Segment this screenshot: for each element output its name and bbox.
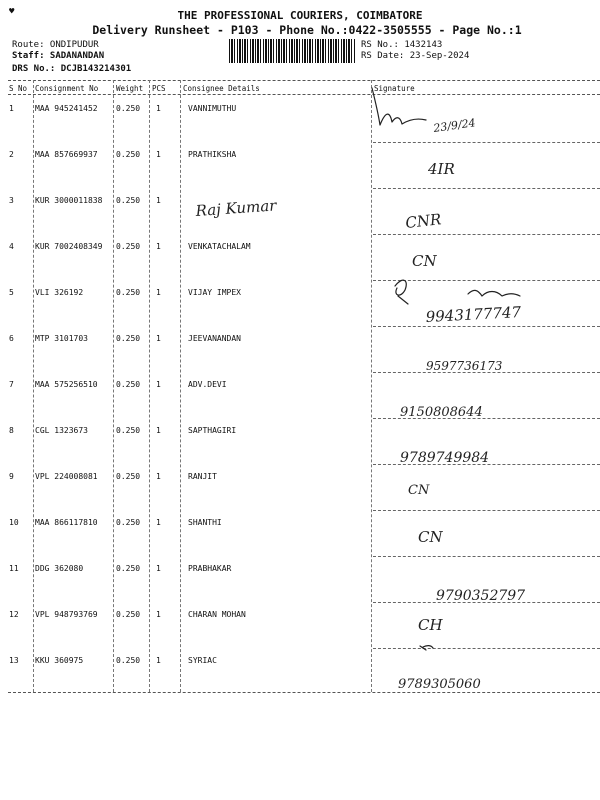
row-sno: 7 [9,380,14,389]
runsheet-subtitle: Delivery Runsheet - P103 - Phone No.:0422-3505555 - Page No.:1 [92,23,522,37]
sig-text-5: 9943177747 [425,303,522,326]
sig-text-4: CN [412,252,437,270]
row-pcs: 1 [156,334,161,343]
row-consignee: JEEVANANDAN [188,334,241,343]
table-row [0,288,600,334]
row-consignee: VANNIMUTHU [188,104,237,113]
row-pcs: 1 [156,196,161,205]
table-row [0,426,600,472]
table-row [0,472,600,518]
row-sno: 5 [9,288,14,297]
row-sno: 1 [9,104,14,113]
row-consignment: VPL 948793769 [35,610,98,619]
row-consignee: CHARAN MOHAN [188,610,246,619]
signature-rule [373,602,600,603]
row-pcs: 1 [156,564,161,573]
sig-text-1: 23/9/24 [432,116,477,135]
row-sno: 8 [9,426,14,435]
row-sno: 3 [9,196,14,205]
row-weight: 0.250 [116,564,141,573]
signature-rule [373,372,600,373]
row-sno: 10 [9,518,19,527]
row-consignment: KUR 7002408349 [35,242,103,251]
rs-no-label: RS No.: 1432143 [361,40,443,50]
row-sno: 6 [9,334,14,343]
table-top-rule [8,80,600,81]
corner-mark: ♥ [9,7,15,17]
barcode [229,39,356,63]
row-consignment: CGL 1323673 [35,426,88,435]
table-row [0,104,600,150]
signature-rule [373,280,600,281]
row-sno: 2 [9,150,14,159]
sig-text-3: CNR [404,210,443,232]
route-label: Route: ONDIPUDUR [12,40,99,50]
table-row [0,196,600,242]
row-consignee: VIJAY IMPEX [188,288,241,297]
signature-rule [373,188,600,189]
row-consignment: MTP 3101703 [35,334,88,343]
row-consignment: MAA 575256510 [35,380,98,389]
table-row [0,334,600,380]
col-header-pcs: PCS [152,84,166,93]
row-pcs: 1 [156,656,161,665]
col-header-consignee: Consignee Details [183,84,260,93]
drs-label: DRS No.: DCJB143214301 [12,64,132,74]
row-pcs: 1 [156,288,161,297]
row-consignment: KUR 3000011838 [35,196,103,205]
row-pcs: 1 [156,104,161,113]
header-bottom-rule [8,94,600,95]
col-header-consignment: Consignment No [35,84,99,93]
col-header-signature: Signature [374,84,415,93]
sig-text-12: CH [418,616,443,634]
table-row [0,150,600,196]
table-bottom-rule [8,692,600,693]
row-weight: 0.250 [116,518,141,527]
sig-text-9: CN [408,483,430,498]
row-consignee: ADV.DEVI [188,380,227,389]
signature-rule [373,464,600,465]
signature-rule [373,648,600,649]
col-header-sno: S No [9,84,28,93]
consignee-handwritten-3: Raj Kumar [195,196,277,220]
row-weight: 0.250 [116,104,141,113]
row-consignment: VLI 326192 [35,288,84,297]
row-consignee: PRABHAKAR [188,564,232,573]
sig-text-7: 9150808644 [400,405,483,420]
row-consignment: MAA 866117810 [35,518,98,527]
row-sno: 11 [9,564,19,573]
row-consignee: PRATHIKSHA [188,150,237,159]
row-consignment: MAA 945241452 [35,104,98,113]
row-weight: 0.250 [116,656,141,665]
row-sno: 13 [9,656,19,665]
row-pcs: 1 [156,610,161,619]
row-sno: 9 [9,472,14,481]
sig-text-8: 9789749984 [400,450,490,466]
signature-rule [373,510,600,511]
table-row [0,656,600,702]
sig-text-11: 9790352797 [436,588,526,604]
row-weight: 0.250 [116,472,141,481]
row-consignment: MAA 857669937 [35,150,98,159]
row-weight: 0.250 [116,150,141,159]
sig-text-13: 9789305060 [398,677,481,692]
signature-rule [373,326,600,327]
table-row [0,242,600,288]
row-weight: 0.250 [116,334,141,343]
row-consignee: SYRIAC [188,656,217,665]
col-header-weight: Weight [116,84,144,93]
rs-date-label: RS Date: 23-Sep-2024 [361,51,470,61]
row-consignee: VENKATACHALAM [188,242,251,251]
signature-rule [373,234,600,235]
row-consignment: KKU 360975 [35,656,84,665]
row-pcs: 1 [156,426,161,435]
row-pcs: 1 [156,518,161,527]
staff-label: Staff: SADANANDAN [12,51,105,61]
row-sno: 12 [9,610,19,619]
row-weight: 0.250 [116,196,141,205]
row-weight: 0.250 [116,380,141,389]
table-row [0,380,600,426]
row-weight: 0.250 [116,288,141,297]
row-consignee: RANJIT [188,472,217,481]
row-pcs: 1 [156,472,161,481]
row-consignee: SAPTHAGIRI [188,426,237,435]
row-pcs: 1 [156,150,161,159]
sig-text-2: 4IR [428,160,455,178]
sig-text-6: 9597736173 [426,359,503,373]
signature-rule [373,418,600,419]
company-title: THE PROFESSIONAL COURIERS, COIMBATORE [177,9,423,22]
table-row [0,564,600,610]
signature-rule [373,142,600,143]
row-pcs: 1 [156,242,161,251]
row-weight: 0.250 [116,610,141,619]
row-consignment: DDG 362080 [35,564,84,573]
row-weight: 0.250 [116,242,141,251]
table-row [0,518,600,564]
sig-text-10: CN [418,528,443,546]
row-sno: 4 [9,242,14,251]
row-consignee: SHANTHI [188,518,222,527]
row-weight: 0.250 [116,426,141,435]
row-pcs: 1 [156,380,161,389]
signature-rule [373,556,600,557]
row-consignment: VPL 224008081 [35,472,98,481]
table-row [0,610,600,656]
